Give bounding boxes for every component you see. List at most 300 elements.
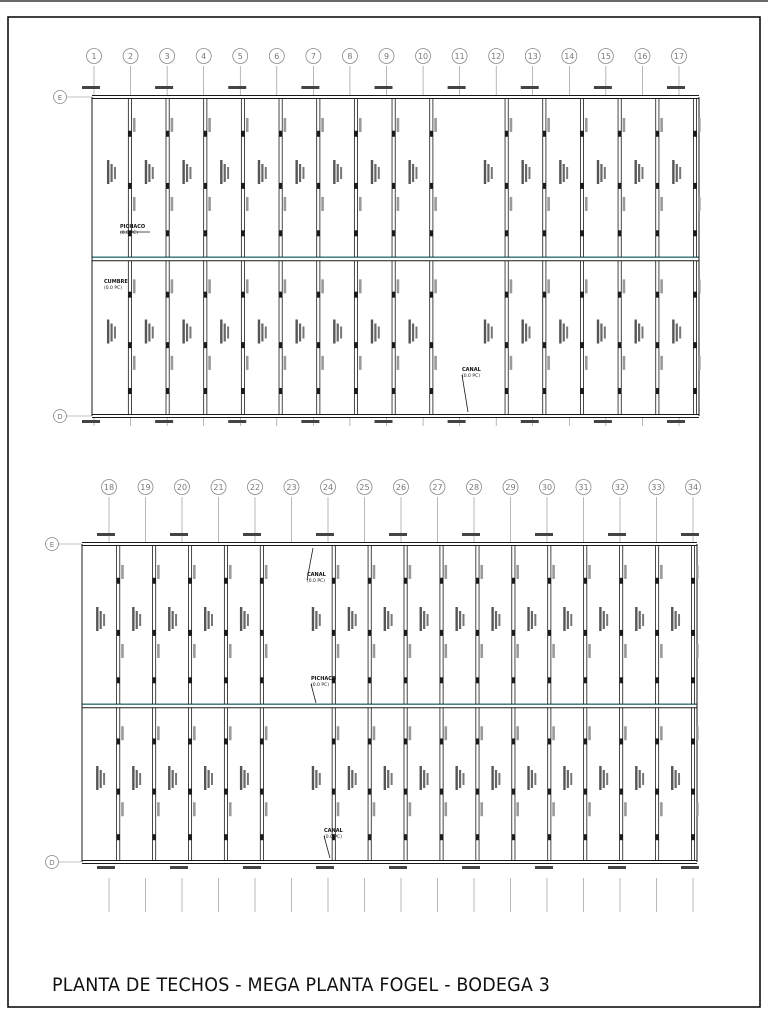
panel-tag (434, 197, 437, 211)
panel-tag (510, 356, 513, 370)
purlin-tick (580, 183, 583, 189)
panel-tag (208, 197, 211, 211)
purlin-tick (655, 834, 658, 840)
purlin-tick (392, 342, 395, 348)
panel-note (563, 766, 565, 790)
panel-note (635, 607, 637, 631)
panel-tag (660, 197, 663, 211)
grid-label: 4 (201, 52, 207, 61)
panel-tag (624, 726, 627, 740)
purlin-tick (392, 292, 395, 298)
panel-note (599, 766, 601, 790)
panel-tag (445, 802, 448, 816)
callout-leader (462, 375, 468, 412)
panel-note (672, 320, 674, 344)
purlin-tick (620, 789, 623, 795)
panel-tag (265, 644, 268, 658)
panel-tag (547, 197, 550, 211)
panel-note (315, 611, 317, 629)
eave-label (681, 866, 699, 869)
row-label: D (57, 413, 63, 421)
purlin-tick (260, 789, 263, 795)
panel-tag (373, 644, 376, 658)
panel-note (491, 766, 493, 790)
panel-tag (284, 197, 287, 211)
purlin-tick (404, 789, 407, 795)
purlin-tick (153, 578, 156, 584)
panel-note (676, 164, 678, 182)
panel-tag (660, 802, 663, 816)
purlin-tick (691, 677, 694, 683)
panel-note (371, 320, 373, 344)
purlin-tick (404, 738, 407, 744)
panel-note (189, 167, 191, 179)
panel-note (100, 611, 102, 629)
purlin-tick (620, 834, 623, 840)
panel-note (528, 327, 530, 339)
eave-label (228, 420, 246, 423)
panel-note (224, 164, 226, 182)
purlin-tick (505, 131, 508, 137)
panel-tag (409, 802, 412, 816)
panel-note (175, 773, 177, 785)
panel-note (642, 773, 644, 785)
panel-tag (409, 644, 412, 658)
callout-sub: (0.0 PC) (324, 835, 342, 840)
eave-label (521, 420, 539, 423)
panel-tag (171, 356, 174, 370)
panel-tag (121, 726, 124, 740)
purlin-tick (153, 630, 156, 636)
grid-label: 8 (347, 52, 353, 61)
purlin-tick (354, 131, 357, 137)
purlin-tick (430, 230, 433, 236)
purlin-tick (543, 292, 546, 298)
panel-note (348, 766, 350, 790)
purlin-tick (440, 677, 443, 683)
panel-tag (157, 565, 160, 579)
panel-note (491, 607, 493, 631)
purlin-tick (440, 789, 443, 795)
panel-note (679, 327, 681, 339)
grid-label: 26 (395, 483, 407, 492)
purlin-tick (368, 738, 371, 744)
panel-note (148, 164, 150, 182)
panel-note (107, 320, 109, 344)
panel-note (152, 327, 154, 339)
panel-note (261, 164, 263, 182)
panel-note (527, 607, 529, 631)
purlin-tick (117, 630, 120, 636)
purlin-tick (548, 789, 551, 795)
purlin-tick (166, 342, 169, 348)
purlin-tick (505, 183, 508, 189)
eave-label (389, 866, 407, 869)
panel-tag (121, 565, 124, 579)
panel-note (634, 160, 636, 184)
purlin-tick (153, 789, 156, 795)
panel-note (337, 164, 339, 182)
panel-tag (480, 802, 483, 816)
panel-tag (698, 197, 701, 211)
panel-note (207, 611, 209, 629)
panel-note (315, 770, 317, 788)
purlin-tick (655, 738, 658, 744)
panel-note (299, 164, 301, 182)
purlin-tick (117, 738, 120, 744)
panel-tag (660, 279, 663, 293)
roof-plan-top (54, 49, 701, 427)
purlin-tick (404, 834, 407, 840)
panel-note (337, 324, 339, 342)
purlin-tick (368, 789, 371, 795)
panel-note (604, 327, 606, 339)
panel-note (355, 614, 357, 626)
panel-note (495, 611, 497, 629)
panel-note (459, 770, 461, 788)
purlin-tick (128, 342, 131, 348)
panel-note (600, 324, 602, 342)
panel-tag (660, 644, 663, 658)
panel-note (679, 167, 681, 179)
panel-note (570, 614, 572, 626)
panel-note (671, 766, 673, 790)
purlin-tick (204, 230, 207, 236)
purlin-tick (505, 342, 508, 348)
panel-tag (193, 726, 196, 740)
panel-note (145, 320, 147, 344)
panel-tag (660, 726, 663, 740)
panel-note (145, 160, 147, 184)
eave-label (243, 533, 261, 536)
panel-tag (696, 802, 699, 816)
panel-note (462, 773, 464, 785)
panel-tag (246, 118, 249, 132)
purlin-tick (204, 183, 207, 189)
panel-tag (121, 644, 124, 658)
grid-label: 30 (541, 483, 553, 492)
purlin-tick (512, 738, 515, 744)
grid-label: 34 (687, 483, 699, 492)
callout-label: CANAL (307, 572, 326, 578)
eave-label (608, 533, 626, 536)
purlin-tick (332, 789, 335, 795)
panel-tag (193, 802, 196, 816)
panel-note (495, 770, 497, 788)
panel-note (671, 607, 673, 631)
purlin-tick (188, 738, 191, 744)
purlin-tick (476, 789, 479, 795)
purlin-tick (618, 183, 621, 189)
panel-note (204, 766, 206, 790)
grid-label: 21 (213, 483, 224, 492)
purlin-tick (317, 342, 320, 348)
panel-tag (265, 802, 268, 816)
panel-tag (585, 279, 588, 293)
panel-tag (660, 356, 663, 370)
panel-tag (359, 118, 362, 132)
purlin-tick (368, 630, 371, 636)
panel-note (641, 327, 643, 339)
panel-note (384, 766, 386, 790)
purlin-tick (476, 578, 479, 584)
panel-tag (157, 726, 160, 740)
panel-note (567, 770, 569, 788)
purlin-tick (543, 388, 546, 394)
purlin-tick (430, 183, 433, 189)
purlin-tick (620, 630, 623, 636)
purlin-tick (117, 578, 120, 584)
panel-note (563, 164, 565, 182)
panel-tag (547, 356, 550, 370)
eave-label (155, 86, 173, 89)
panel-tag (321, 279, 324, 293)
panel-note (378, 327, 380, 339)
panel-note (333, 160, 335, 184)
purlin-tick (224, 630, 227, 636)
panel-note (211, 614, 213, 626)
grid-label: 28 (468, 483, 480, 492)
callout-label: CUMBRE (104, 279, 128, 285)
eave-label (170, 866, 188, 869)
panel-tag (698, 356, 701, 370)
purlin-tick (476, 677, 479, 683)
purlin-tick (543, 131, 546, 137)
panel-tag (157, 644, 160, 658)
purlin-tick (354, 388, 357, 394)
purlin-tick (317, 388, 320, 394)
panel-note (110, 324, 112, 342)
purlin-tick (279, 388, 282, 394)
panel-tag (193, 565, 196, 579)
grid-label: 31 (578, 483, 589, 492)
purlin-tick (188, 578, 191, 584)
panel-note (412, 164, 414, 182)
panel-note (498, 773, 500, 785)
panel-note (531, 770, 533, 788)
panel-note (243, 611, 245, 629)
panel-note (462, 614, 464, 626)
panel-tag (265, 565, 268, 579)
panel-tag (229, 565, 232, 579)
panel-note (603, 611, 605, 629)
panel-tag (623, 356, 626, 370)
panel-note (597, 320, 599, 344)
purlin-tick (655, 677, 658, 683)
panel-note (678, 773, 680, 785)
purlin-tick (505, 388, 508, 394)
panel-tag (480, 726, 483, 740)
panel-note (243, 770, 245, 788)
panel-note (531, 611, 533, 629)
purlin-tick (620, 578, 623, 584)
panel-note (559, 160, 561, 184)
eave-label (316, 866, 334, 869)
panel-tag (588, 565, 591, 579)
panel-note (484, 160, 486, 184)
purlin-tick (580, 388, 583, 394)
panel-note (604, 167, 606, 179)
eave-label (667, 86, 685, 89)
purlin-tick (224, 789, 227, 795)
panel-tag (133, 279, 136, 293)
panel-tag (229, 726, 232, 740)
panel-note (639, 770, 641, 788)
panel-tag (624, 565, 627, 579)
panel-tag (552, 644, 555, 658)
panel-tag (397, 197, 400, 211)
panel-tag (585, 356, 588, 370)
panel-note (567, 611, 569, 629)
panel-note (299, 324, 301, 342)
eave-label (375, 420, 393, 423)
panel-tag (445, 644, 448, 658)
panel-note (302, 327, 304, 339)
purlin-tick (440, 578, 443, 584)
purlin-tick (430, 292, 433, 298)
purlin-tick (260, 630, 263, 636)
panel-note (186, 324, 188, 342)
panel-note (207, 770, 209, 788)
panel-tag (696, 644, 699, 658)
grid-label: 15 (600, 52, 611, 61)
purlin-tick (584, 789, 587, 795)
purlin-tick (332, 630, 335, 636)
purlin-tick (584, 630, 587, 636)
purlin-tick (260, 578, 263, 584)
purlin-tick (354, 342, 357, 348)
panel-note (152, 167, 154, 179)
panel-tag (552, 726, 555, 740)
panel-tag (510, 197, 513, 211)
panel-note (603, 770, 605, 788)
eave-label (316, 533, 334, 536)
purlin-tick (317, 292, 320, 298)
purlin-tick (153, 738, 156, 744)
callout-sub: (0.0 PC) (120, 231, 138, 236)
purlin-tick (580, 230, 583, 236)
panel-tag (321, 356, 324, 370)
panel-tag (359, 356, 362, 370)
panel-tag (624, 644, 627, 658)
purlin-tick (618, 131, 621, 137)
panel-tag (696, 726, 699, 740)
panel-note (227, 167, 229, 179)
purlin-tick (476, 738, 479, 744)
panel-note (220, 320, 222, 344)
panel-tag (337, 565, 340, 579)
panel-note (136, 611, 138, 629)
panel-tag (445, 565, 448, 579)
eave-label (667, 420, 685, 423)
purlin-tick (166, 292, 169, 298)
panel-tag (552, 565, 555, 579)
purlin-tick (512, 834, 515, 840)
panel-note (265, 167, 267, 179)
purlin-tick (166, 230, 169, 236)
purlin-tick (317, 183, 320, 189)
panel-note (110, 164, 112, 182)
panel-note (528, 167, 530, 179)
panel-note (599, 607, 601, 631)
panel-note (312, 766, 314, 790)
purlin-tick (584, 578, 587, 584)
panel-note (525, 164, 527, 182)
purlin-tick (656, 131, 659, 137)
panel-tag (480, 565, 483, 579)
row-label: D (49, 859, 55, 867)
panel-note (387, 611, 389, 629)
panel-note (139, 773, 141, 785)
panel-note (638, 164, 640, 182)
purlin-tick (693, 388, 696, 394)
panel-tag (229, 802, 232, 816)
panel-tag (246, 356, 249, 370)
purlin-tick (656, 342, 659, 348)
purlin-tick (655, 789, 658, 795)
purlin-tick (368, 578, 371, 584)
eave-label (301, 86, 319, 89)
grid-label: 19 (140, 483, 151, 492)
purlin-tick (279, 131, 282, 137)
purlin-tick (204, 342, 207, 348)
panel-tag (208, 279, 211, 293)
eave-label (375, 86, 393, 89)
panel-tag (445, 726, 448, 740)
panel-tag (208, 118, 211, 132)
panel-tag (510, 118, 513, 132)
panel-note (351, 611, 353, 629)
eave-label (170, 533, 188, 536)
panel-note (168, 607, 170, 631)
panel-tag (552, 802, 555, 816)
panel-tag (516, 802, 519, 816)
panel-tag (337, 644, 340, 658)
purlin-tick (392, 131, 395, 137)
panel-tag (698, 118, 701, 132)
panel-note (96, 607, 98, 631)
purlin-tick (584, 677, 587, 683)
panel-note (484, 320, 486, 344)
eave-label (82, 420, 100, 423)
purlin-tick (368, 834, 371, 840)
panel-note (634, 320, 636, 344)
purlin-tick (317, 131, 320, 137)
purlin-tick (620, 677, 623, 683)
panel-tag (516, 726, 519, 740)
panel-note (455, 766, 457, 790)
purlin-tick (548, 578, 551, 584)
panel-note (107, 160, 109, 184)
purlin-tick (618, 388, 621, 394)
purlin-tick (128, 292, 131, 298)
panel-note (312, 607, 314, 631)
panel-note (678, 614, 680, 626)
grid-label: 11 (454, 52, 465, 61)
panel-note (371, 160, 373, 184)
grid-label: 27 (432, 483, 443, 492)
callout-sub: (0.0 PC) (104, 286, 122, 291)
purlin-tick (543, 183, 546, 189)
grid-label: 20 (176, 483, 188, 492)
purlin-tick (404, 578, 407, 584)
eave-label (155, 420, 173, 423)
purlin-tick (153, 677, 156, 683)
eave-label (535, 866, 553, 869)
panel-note (172, 770, 174, 788)
purlin-tick (693, 230, 696, 236)
purlin-tick (548, 677, 551, 683)
